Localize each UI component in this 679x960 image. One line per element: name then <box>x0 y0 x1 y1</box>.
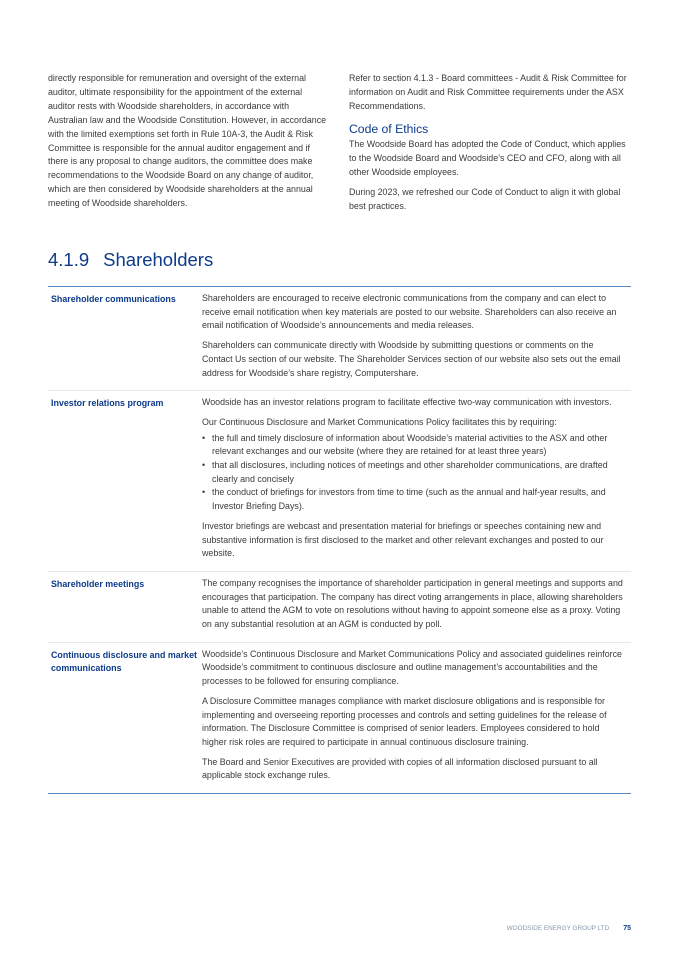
page-number: 75 <box>623 925 631 932</box>
code-of-ethics-paragraph: During 2023, we refreshed our Code of Conduct to align it with global best practices. <box>349 187 621 212</box>
row-body <box>202 577 631 638</box>
page-footer <box>507 924 631 934</box>
code-of-ethics-heading: Code of Ethics <box>349 121 429 136</box>
list-item: • the full and timely disclosure of information about Woodside’s material activities to the ASX and other relevant exchanges and our website (where they are retained for at least three years) <box>202 432 623 459</box>
row-paragraph: Woodside’s Continuous Disclosure and Market Communications Policy and associated guidelines reinforce Woodside’s commitment to continuous disclosure and outline management’s accountabilities and the processes to be followed for ensuring compliance. <box>202 648 622 687</box>
left-column <box>48 72 328 218</box>
right-column <box>349 72 632 221</box>
list-item: • the conduct of briefings for investors from time to time (such as the annual and half-year results, and Investor Briefing Days). <box>202 486 623 513</box>
row-paragraph: The Board and Senior Executives are provided with copies of all information disclosed pursuant to all applicable stock exchange rules. <box>202 756 598 781</box>
row-body <box>202 648 631 789</box>
audit-risk-reference: Refer to section 4.1.3 - Board committees - Audit & Risk Committee for information on Audit and Risk Committee requirements under the ASX Recommendations. <box>349 73 627 111</box>
table-row-investor-relations <box>48 391 631 572</box>
left-paragraph: directly responsible for remuneration and oversight of the external auditor, ultimate responsibility for the appointment of the external auditor rests with Woodside shareholders, in accordance with Australian law and the Woodside Constitution. However, in accordance with the limited exemptions set forth in Rule 10A-3, the Audit & Risk Committee is responsible for the annual auditor engagement and if there is any proposal to change auditors, the committee does make recommendations to the Woodside Board on any change of auditor, which are then considered by Woodside shareholders at the annual meeting of Woodside shareholders. <box>48 73 327 209</box>
row-label: Continuous disclosure and market communications <box>51 649 197 674</box>
section-heading <box>48 247 213 273</box>
section-title: Shareholders <box>103 249 214 270</box>
code-of-ethics-paragraph: The Woodside Board has adopted the Code of Conduct, which applies to the Woodside Board and Woodside’s CEO and CFO, along with all other Woodside employees. <box>349 138 626 177</box>
row-label: Shareholder communications <box>51 294 176 304</box>
section-number: 4.1.9 <box>48 249 90 270</box>
row-label: Shareholder meetings <box>51 578 145 589</box>
row-paragraph: A Disclosure Committee manages compliance with market disclosure obligations and is responsible for implementing and overseeing reporting processes and controls and setting guidelines for the release of information. The Disclosure Committee is comprised of senior leaders. Employees considered to hold higher risk roles are required to participate in annual continuous disclosure training. <box>202 695 607 747</box>
table-row-continuous-disclosure <box>48 643 631 793</box>
row-paragraph: The company recognises the importance of shareholder participation in general meetings and supports and encourages that participation. The company has direct voting arrangements in place, allowing shareholders unable to attend the AGM to vote on resolutions without having to appoint someone else as a proxy. Voting on any substantial resolution at an AGM is conducted by poll. <box>202 577 623 630</box>
row-paragraph: Investor briefings are webcast and presentation material for briefings or speeches containing new and substantive information is first disclosed to the market and other relevant exchanges and posted to our website. <box>202 520 604 559</box>
row-paragraph: Our Continuous Disclosure and Market Communications Policy facilitates this by requiring: <box>202 416 557 427</box>
footer-company: WOODSIDE ENERGY GROUP LTD <box>506 925 610 932</box>
table-row-shareholder-meetings <box>48 572 631 643</box>
row-paragraph: Woodside has an investor relations program to facilitate effective two-way communication with investors. <box>202 397 612 408</box>
shareholders-table <box>48 286 631 794</box>
list-item: • that all disclosures, including notices of meetings and other shareholder communications, are drafted clearly and concisely <box>202 459 623 486</box>
requirements-list <box>202 432 623 514</box>
row-paragraph: Shareholders can communicate directly with Woodside by submitting questions or comments on the Contact Us section of our website. The Shareholder Services section of our website also sets out the email address for Woodside’s share registry, Computershare. <box>202 340 621 378</box>
row-paragraph: Shareholders are encouraged to receive electronic communications from the company and can elect to receive email notification when key materials are posted to our website. Shareholders can also receive an email notification of Woodside’s announcements and media releases. <box>202 293 617 331</box>
row-label: Investor relations program <box>51 398 164 409</box>
row-body <box>202 292 631 386</box>
row-body <box>202 396 631 567</box>
table-row-shareholder-communications <box>48 287 631 391</box>
